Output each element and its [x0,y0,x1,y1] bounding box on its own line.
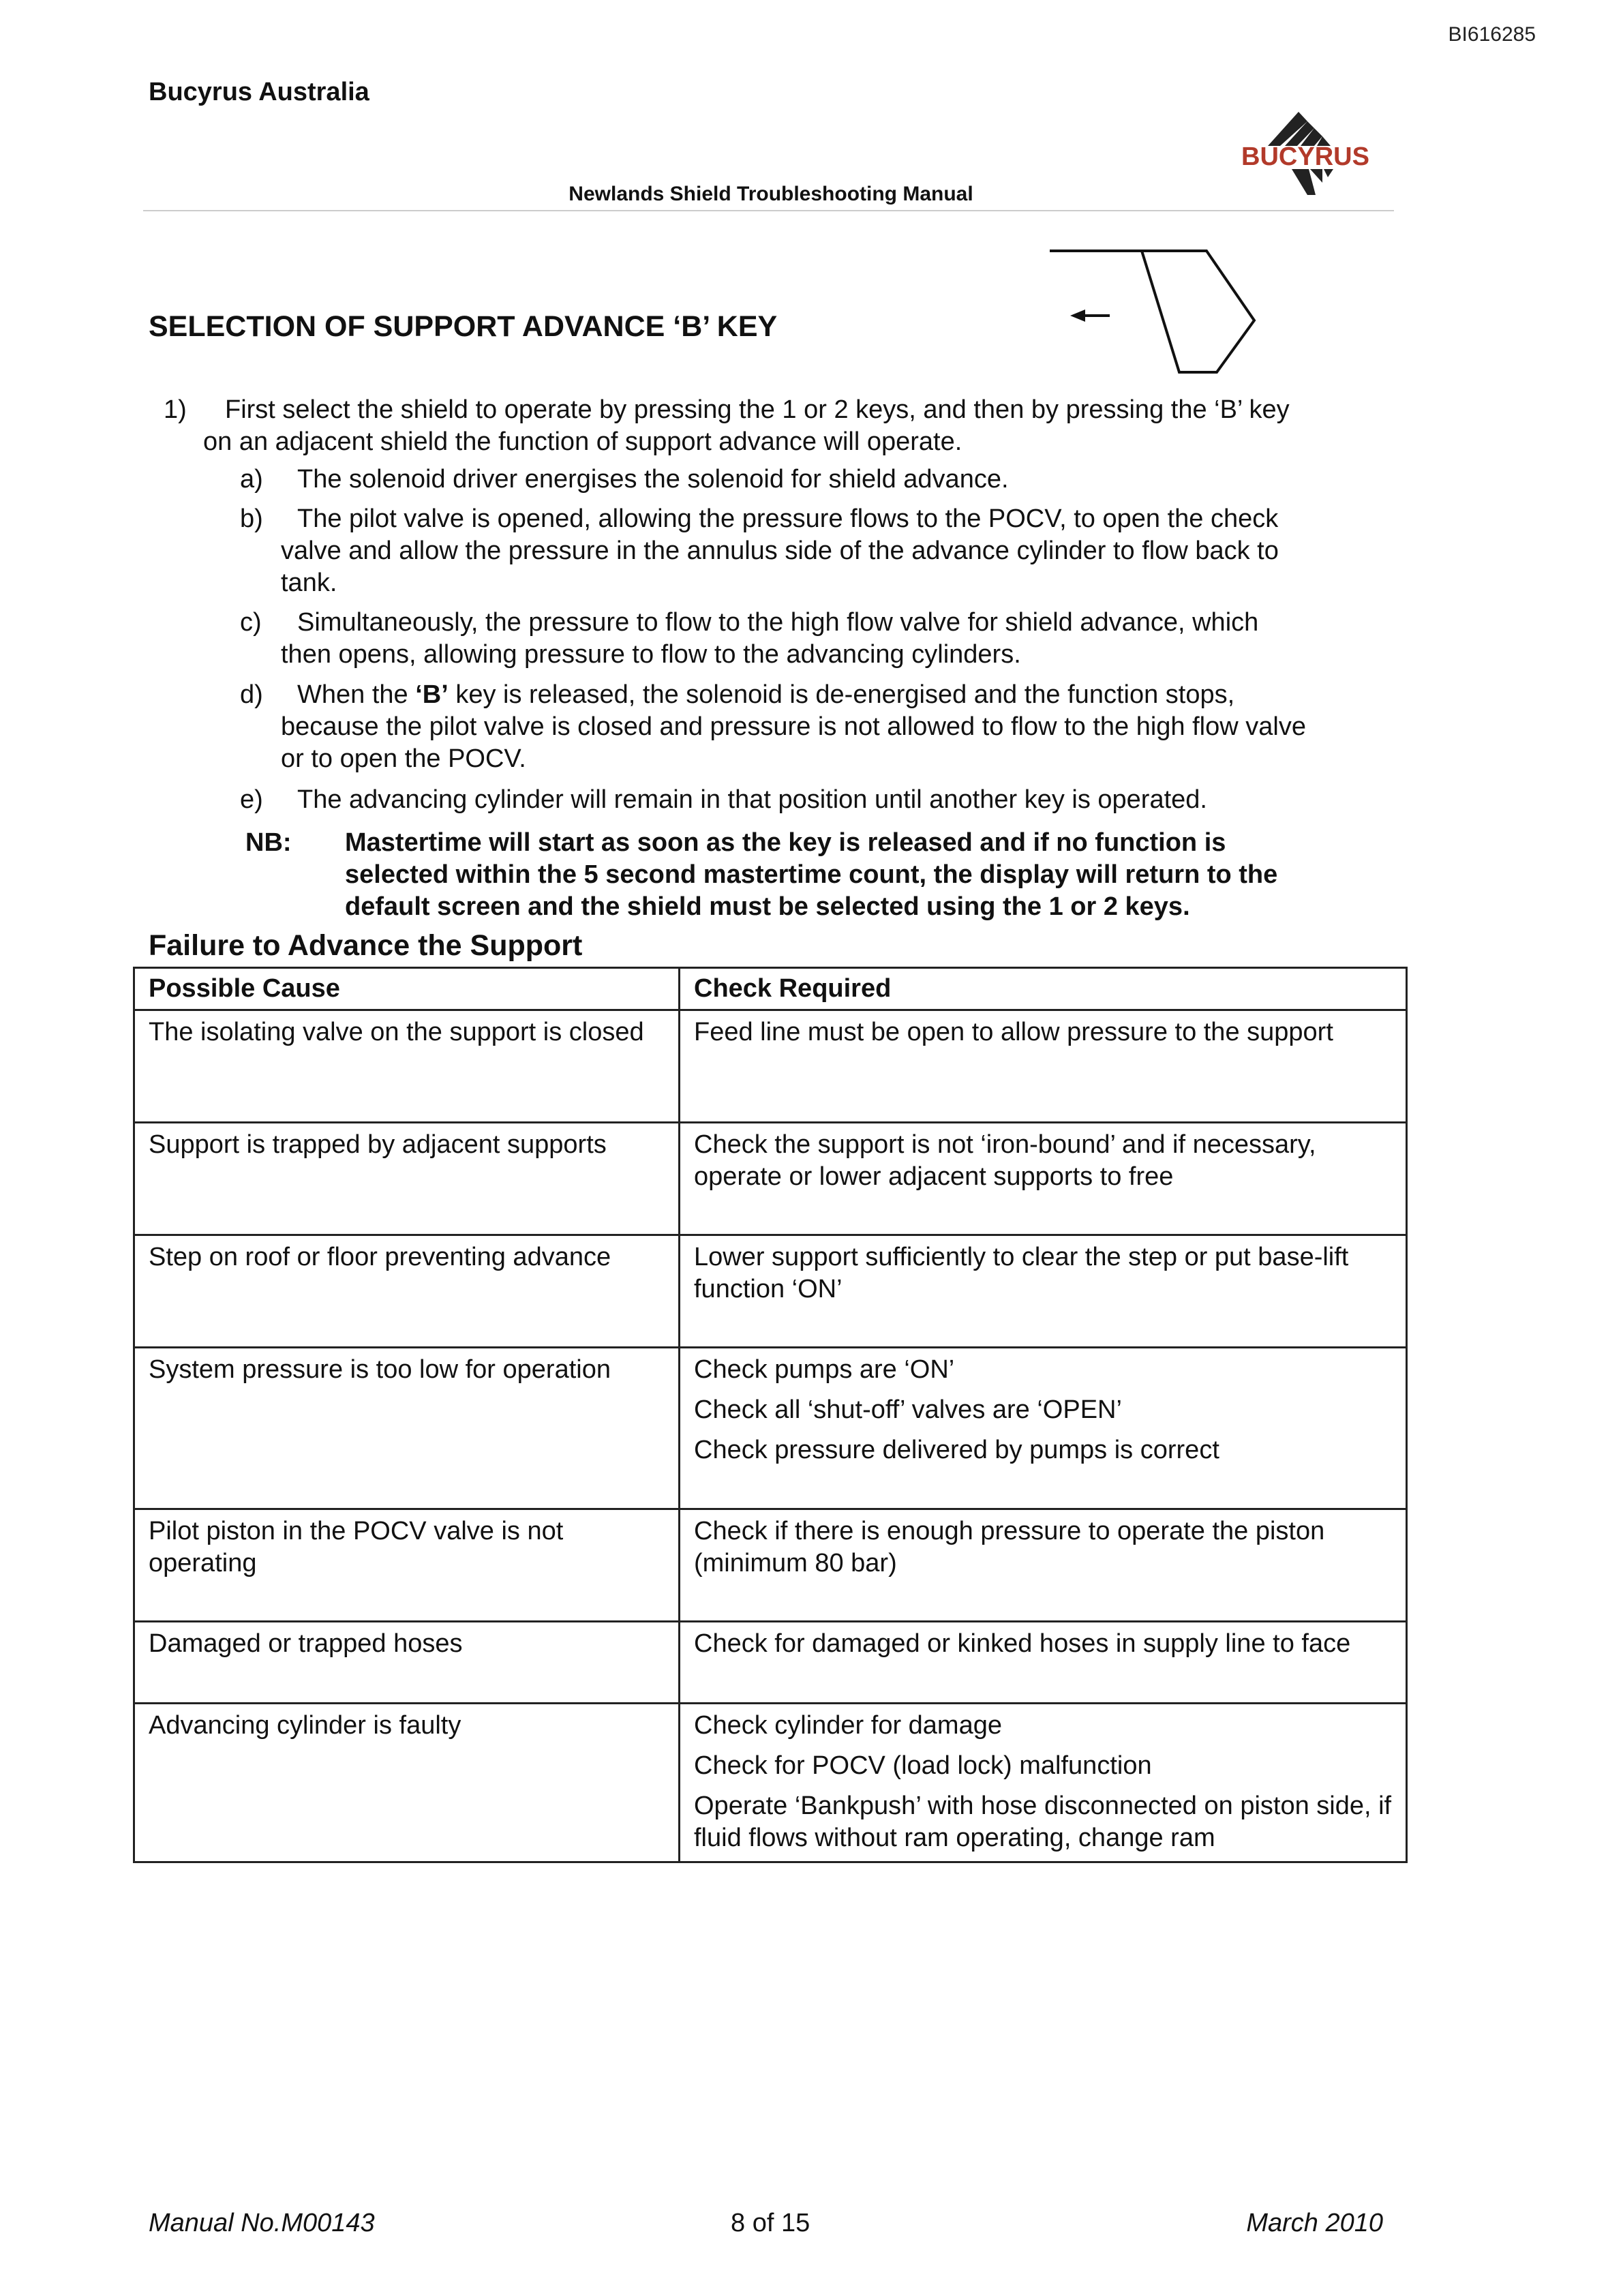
cause-cell: Advancing cylinder is faulty [134,1704,680,1862]
table-row [134,1622,1407,1704]
substep-e: e) The advancing cylinder will remain in that position until another key is operated. [240,785,1207,814]
nb-label: NB: [245,828,292,857]
step-text: First select the shield to operate by pressing the 1 or 2 keys, and then by pressing the ‘B’ key [225,395,1290,424]
table-row [134,1010,1407,1123]
logo-text: BUCYRUS [1241,142,1369,171]
table-header-row [134,968,1407,1010]
check-cell: Check the support is not ‘iron-bound’ and if necessary, operate or lower adjacent supports to free [680,1123,1407,1235]
document-date: March 2010 [1246,2209,1383,2237]
document-id: BI616285 [1448,23,1536,46]
failure-title: Failure to Advance the Support [149,929,583,962]
table-row [134,1348,1407,1509]
header-rule [143,210,1394,211]
cause-cell: Damaged or trapped hoses [134,1622,680,1704]
check-cell: Check for damaged or kinked hoses in supply line to face [680,1622,1407,1704]
cause-cell: Step on roof or floor preventing advance [134,1235,680,1348]
cause-cell: The isolating valve on the support is closed [134,1010,680,1123]
table-row [134,1235,1407,1348]
step-text-continued: on an adjacent shield the function of support advance will operate. [203,427,962,456]
check-cell: Feed line must be open to allow pressure to the support [680,1010,1407,1123]
company-name: Bucyrus Australia [149,78,369,106]
cause-cell: Support is trapped by adjacent supports [134,1123,680,1235]
section-heading: SELECTION OF SUPPORT ADVANCE ‘B’ KEY [149,310,778,343]
cause-cell: System pressure is too low for operation [134,1348,680,1509]
support-advance-key-symbol-icon [1050,245,1275,382]
troubleshooting-table [133,967,1408,1863]
nb-note: NB: Mastertime will start as soon as the key is released and if no function is selected within the 5 second mastertime count, the display will return to the default screen and the shield must be selected using the 1 or 2 keys. [245,828,1278,921]
table-row [134,1509,1407,1622]
substep-d: d) When the ‘B’ key is released, the solenoid is de-energised and the function stops, because the pilot valve is closed and pressure is not allowed to flow to the high flow valve or to open the POCV. [240,680,1306,773]
page-number: 8 of 15 [731,2209,810,2237]
check-cell: Lower support sufficiently to clear the step or put base-lift function ‘ON’ [680,1235,1407,1348]
substep-b: b) The pilot valve is opened, allowing the pressure flows to the POCV, to open the check valve and allow the pressure in the annulus side of the advance cylinder to flow back to tank. [240,504,1279,597]
substep-a: a) The solenoid driver energises the solenoid for shield advance. [240,465,1009,494]
step-1 [164,394,1391,458]
table-row [134,1704,1407,1862]
check-cell: Check pumps are ‘ON’ Check all ‘shut-off’ valves are ‘OPEN’ Check pressure delivered by pumps is correct [680,1348,1407,1509]
check-cell: Check cylinder for damage Check for POCV (load lock) malfunction Operate ‘Bankpush’ with hose disconnected on piston side, if fluid flows without ram operating, change ram [680,1704,1407,1862]
table-row [134,1123,1407,1235]
cause-cell: Pilot piston in the POCV valve is not operating [134,1509,680,1622]
check-cell: Check if there is enough pressure to operate the piston (minimum 80 bar) [680,1509,1407,1622]
manual-number: Manual No.M00143 [149,2209,375,2237]
step-number: 1) [164,395,187,424]
column-header: Check Required [680,968,1407,1010]
substep-c: c) Simultaneously, the pressure to flow to the high flow valve for shield advance, which then opens, allowing pressure to flow to the advancing cylinders. [240,608,1259,669]
manual-title: Newlands Shield Troubleshooting Manual [568,183,973,205]
column-header: Possible Cause [134,968,680,1010]
